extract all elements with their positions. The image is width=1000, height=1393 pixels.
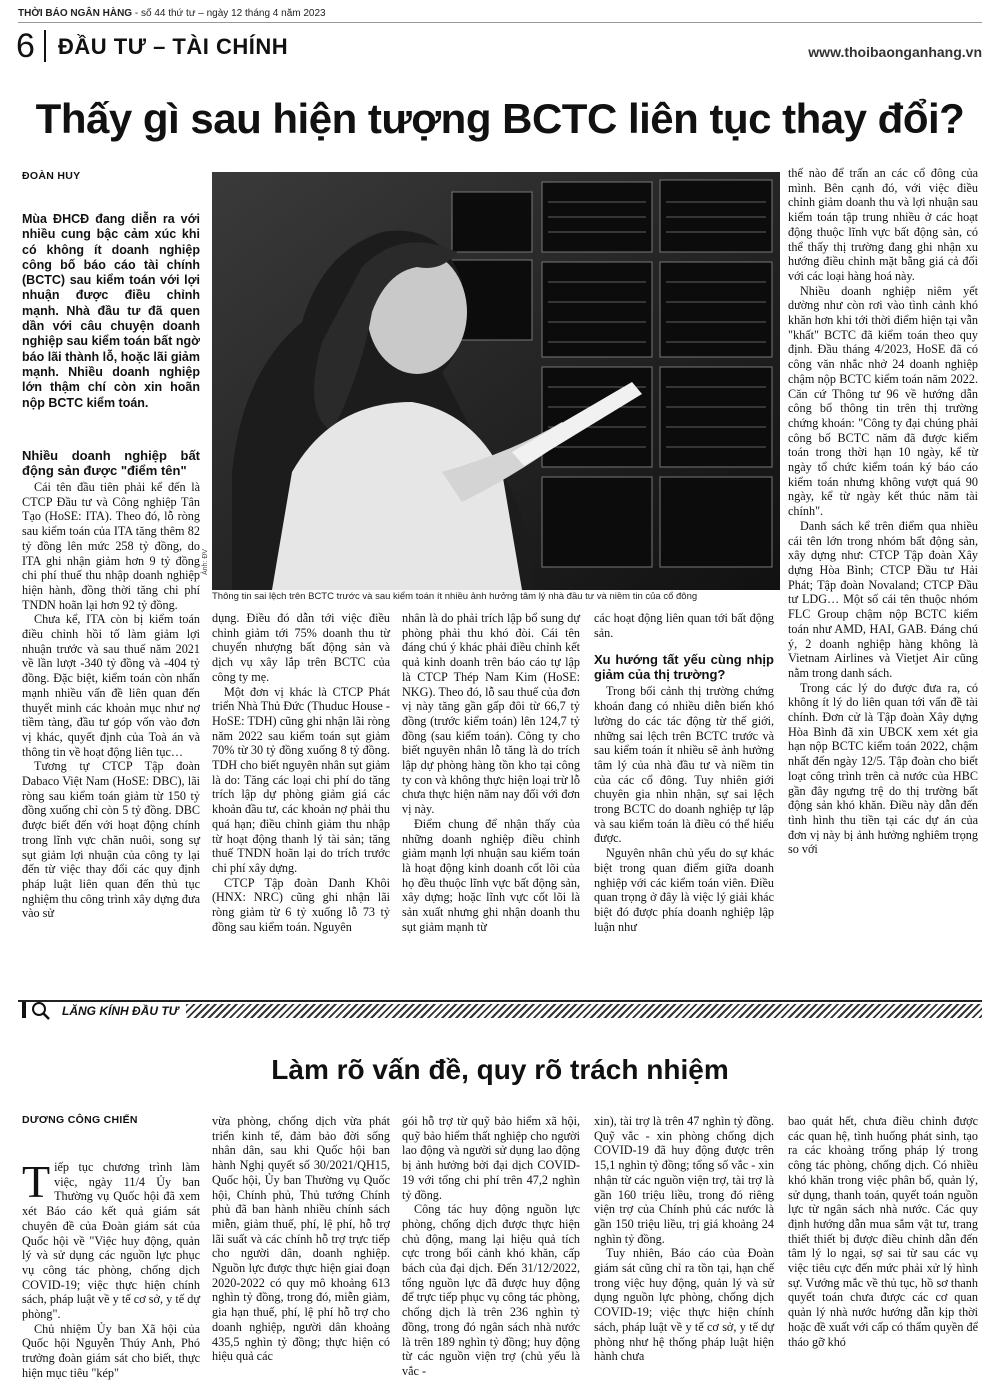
paragraph: Nhiều doanh nghiệp niêm yết dường như còn rơi vào tình cảnh khó khăn hơn khi tới thời điểm hiện tại vẫn "khất" BCTC đã kiểm toán theo quy định. Đầu tháng 4/2023, HoSE đã có công văn nhắc nhở 24 doanh nghiệp chậm nộp BCTC kiểm toán năm 2022. Căn cứ Thông tư 96 về hướng dẫn công bố thông tin trên thị trường chứng khoán: "Công ty đại chúng phải công bố BCTC năm đã được kiểm toán trong thời hạn 10 ngày, kể từ ngày tổ chức kiểm toán ký báo cáo kiểm toán nhưng không vượt quá 90 ngày, kể từ ngày kết thúc năm tài chính". [788, 283, 978, 519]
website-link[interactable]: www.thoibaonganhang.vn [808, 44, 982, 60]
paragraph: Chưa kể, ITA còn bị kiểm toán điều chỉnh hồi tố làm giảm lợi nhuận trước và sau thuế năm 2021 về lần lượt -340 tỷ đồng và -404 tỷ đồng. Đặc biệt, kiểm toán còn nhấn mạnh nhiều vấn đề liên quan đến thuyết minh các khoản mục như nợ tiềm tàng, đầu tư góp vốn vào đơn vị khác, quyết định của Toà án và thông tin về hoạt động liên tục… [22, 612, 200, 759]
paragraph: Tương tự CTCP Tập đoàn Dabaco Việt Nam (HoSE: DBC), lãi ròng sau kiểm toán giảm từ 150 tỷ đồng xuống chỉ còn 5 tỷ đồng. DBC được biết đến với hoạt động chính trong lĩnh vực chăn nuôi, song sự sụt giảm lợi nhuận của công ty lại đến từ việc thay đổi các quy định pháp luật liên quan đến thủ tục nghiệm thu công trình xây dựng đưa vào sử [22, 759, 200, 921]
photo-caption: Thông tin sai lệch trên BCTC trước và sau kiểm toán ít nhiều ảnh hưởng tâm lý nhà đầu tư và niềm tin của cổ đông [212, 591, 698, 602]
paragraph: Trong bối cảnh thị trường chứng khoán đang có nhiều diễn biến khó lường do các tác động từ thế giới, những sai lệch trên BCTC trước và sau kiểm toán ít nhiều sẽ ảnh hưởng tâm lý của nhà đầu tư và niềm tin của các cổ đông. Tuy nhiên giới chuyên gia nhìn nhận, sự sai lệch trong BCTC do doanh nghiệp tự lập và sau kiểm toán là điều có thể hiểu được. [594, 684, 774, 846]
photo-credit: Ảnh: ĐV [202, 548, 209, 575]
paragraph: vừa phòng, chống dịch vừa phát triển kinh tế, đảm bảo đời sống nhân dân, sau khi Quốc hội ban hành Nghị quyết số 30/2021/QH15, Quốc hội, Ủy ban Thường vụ Quốc hội, Chính phủ, Thủ tướng Chính phủ đã ban hành nhiều chính sách miễn, giảm thuế, phí, lệ phí, hỗ trợ lãi suất và các chính hỗ trợ trực tiếp cho người dân, doanh nghiệp. Nguồn lực được thực hiện giai đoạn 2020-2022 có quy mô khoảng 613 nghìn tỷ đồng, trong đó, miễn giảm, gia hạn thuế, phí, lệ phí hỗ trợ cho doanh nghiệp, người dân khoảng 435,5 nghìn tỷ đồng; thực hiện có hiệu quả các [212, 1114, 390, 1364]
paragraph: iếp tục chương trình làm việc, ngày 11/4 Ủy ban Thường vụ Quốc hội đã xem xét Báo cáo kết quả giám sát chuyên đề của Đoàn giám sát của Quốc hội về "Việc huy động, quản lý và sử dụng các nguồn lực phục vụ công tác phòng, chống dịch COVID-19; việc thực hiện chính sách, pháp luật về y tế cơ sở, y tế dự phòng". [22, 1160, 200, 1322]
paragraph: Công tác huy động nguồn lực phòng, chống dịch được thực hiện chủ động, mang lại hiệu quả tích cực trong bối cảnh khó khăn, cấp bách của đại dịch. Đến 31/12/2022, tổng nguồn lực đã được huy động để trực tiếp phục vụ công tác phòng, chống dịch là trên 236 nghìn tỷ đồng, trong đó ngân sách nhà nước là trên 189 nghìn tỷ đồng; huy động từ các nguồn viện trợ (chủ yếu là vắc - [402, 1202, 580, 1378]
article2-column-3 [402, 1114, 580, 1379]
paper-name: THỜI BÁO NGÂN HÀNG [18, 8, 133, 19]
issue-info: - số 44 thứ tư – ngày 12 tháng 4 năm 2023 [132, 8, 326, 19]
article-byline: ĐOÀN HUY [22, 170, 81, 182]
paragraph: Nguyên nhân chủ yếu do sự khác biệt trong quan điểm giữa doanh nghiệp với các kiểm toán viên. Điều quan trọng ở đây là việc lý giải khác biệt đó được phía doanh nghiệp lập luận như [594, 846, 774, 934]
column-kicker: LĂNG KÍNH ĐẦU TƯ [62, 1004, 179, 1018]
top-rule [18, 22, 982, 23]
paragraph: Danh sách kể trên điểm qua nhiều cái tên lớn trong nhóm bất động sản, xây dựng như: CTCP Tập đoàn Xây dựng Hòa Bình; CTCP Đầu tư Hải Phát; Tập đoàn Novaland; CTCP Đầu tư LDG… Một số cái tên thuộc nhóm FLC Group chậm nộp BCTC kiểm toán như AMD, HAI, GAB. Đáng chú ý, 2 doanh nghiệp hàng không là Vietnam Airlines và Vietjet Air cũng nằm trong danh sách. [788, 518, 978, 680]
paragraph: thế nào để trấn an các cổ đông của mình. Bên cạnh đó, với việc điều chỉnh giảm doanh thu và lợi nhuận sau kiểm toán tập trung nhiều ở các hoạt động thuộc lĩnh vực bất động sản, có thể thấy thị trường đang ghi nhận xu hướng điều chỉnh mặt bằng giá cả đối với các loại hàng hoá này. [788, 166, 978, 283]
article2-column-5 [788, 1114, 978, 1349]
section-title: ĐẦU TƯ – TÀI CHÍNH [58, 34, 289, 59]
paragraph: dụng. Điều đó dẫn tới việc điều chỉnh giảm tới 75% doanh thu từ chuyển nhượng bất động sản và dịch vụ xây lắp trên BCTC của công ty mẹ. [212, 611, 390, 684]
subheading: Xu hướng tất yếu cùng nhịp giảm của thị trường? [594, 652, 774, 683]
article-lead: Mùa ĐHCĐ đang diễn ra với nhiều cung bậc cảm xúc khi có không ít doanh nghiệp công bố báo cáo tài chính (BCTC) sau kiểm toán với lợi nhuận được điều chỉnh mạnh. Nhà đầu tư đã quen dần với câu chuyện doanh nghiệp sau kiểm toán bất ngờ báo lãi thành lỗ, hoặc lãi giảm mạnh. Nhiều doanh nghiệp lớn thậm chí còn xin hoãn nộp BCTC kiểm toán. [22, 212, 200, 410]
paragraph: Điểm chung để nhận thấy của những doanh nghiệp điều chỉnh giảm mạnh lợi nhuận sau kiểm toán là hoạt động kinh doanh cốt lõi của họ đều thuộc lĩnh vực bất động sản, xây dựng; hoặc lĩnh vực cốt lõi là sản xuất nhưng ghi nhận doanh thu sụt giảm mạnh từ [402, 816, 580, 934]
article2-byline: DƯƠNG CÔNG CHIẾN [22, 1114, 138, 1126]
page-number: 6 [16, 27, 35, 65]
trader-photo-illustration [212, 172, 780, 590]
paragraph: xin), tài trợ là trên 47 nghìn tỷ đồng. Quỹ vắc - xin phòng chống dịch COVID-19 đã huy động được trên 15,1 nghìn tỷ đồng; tổng số vắc - xin nhận từ các nguồn viện trợ, tài trợ là gần 160 triệu liều, trong đó riêng viện trợ của Chính phủ các nước là gần 150 triệu liều, trị giá khoảng 24 nghìn tỷ đồng. [594, 1114, 774, 1246]
paragraph: các hoạt động liên quan tới bất động sản. [594, 611, 774, 640]
paragraph: Một đơn vị khác là CTCP Phát triển Nhà Thủ Đức (Thuduc House - HoSE: TDH) cũng ghi nhận lãi ròng năm 2022 sau kiểm toán sụt giảm 70% từ 30 tỷ đồng xuống 8 tỷ đồng. TDH cho biết nguyên nhân sụt giảm là do: Tăng các loại chi phí do tăng trích lập dự phòng giảm giá các khoản đầu tư, các khoản nợ phải thu quá hạn; điều chỉnh giảm thu nhập từ hoạt động thanh lý tài sản; tăng thuế TNDN hoãn lại do trích trước chi phí xây dựng. [212, 684, 390, 875]
paragraph: Chủ nhiệm Ủy ban Xã hội của Quốc hội Nguyễn Thúy Anh, Phó trưởng đoàn giám sát cho biết, thực hiện mục tiêu "kép" [22, 1321, 200, 1380]
magnifier-icon [22, 1000, 52, 1020]
article2-column-2 [212, 1114, 390, 1364]
subheading: Nhiều doanh nghiệp bất động sản được "điểm tên" [22, 448, 200, 478]
paragraph: gói hỗ trợ từ quỹ bảo hiểm xã hội, quỹ bảo hiểm thất nghiệp cho người lao động và người sử dụng lao động bị ảnh hưởng bởi đại dịch COVID-19 với tổng chi phí trên 47,2 nghìn tỷ đồng. [402, 1114, 580, 1202]
hatch-band [186, 1004, 982, 1018]
article-column-1 [22, 448, 200, 921]
paragraph: nhân là do phải trích lập bổ sung dự phòng phải thu khó đòi. Cái tên đáng chú ý khác phải điều chỉnh kết quả kinh doanh trên báo cáo tự lập là CTCP Thép Nam Kim (HoSE: NKG). Theo đó, lỗ sau thuế của đơn vị này tăng gần gấp đôi từ 66,7 tỷ đồng (trước kiểm toán) lên 124,7 tỷ đồng (sau kiểm toán). Công ty cho biết nguyên nhân lỗ tăng là do trích lập dự phòng hàng tồn kho tại công ty con và không thực hiện loại trừ lỗ chưa thực hiện năm nay đối với đơn vị này. [402, 611, 580, 817]
article-column-2 [212, 611, 390, 934]
article2-column-4 [594, 1114, 774, 1364]
drop-cap: T [22, 1156, 51, 1207]
article-column-3 [402, 611, 580, 934]
section-divider [44, 30, 46, 62]
paragraph: CTCP Tập đoàn Danh Khôi (HNX: NRC) cũng ghi nhận lãi ròng giảm từ 6 tỷ xuống lỗ 73 tỷ đồng sau kiểm toán. Nguyên [212, 875, 390, 934]
masthead [18, 8, 982, 19]
article2-column-1 [22, 1156, 200, 1381]
article-photo [212, 172, 780, 590]
article-headline: Thấy gì sau hiện tượng BCTC liên tục thay đổi? [35, 95, 965, 142]
paragraph: Trong các lý do được đưa ra, có không ít lý do liên quan tới vấn đề tài chính. Đơn cử là Tập đoàn Xây dựng Hòa Bình đã xin UBCK xem xét gia hạn nộp BCTC kiểm toán 2022, chậm nhất đến ngày 12/5. Tập đoàn cho biết loạt công trình trên cả nước của HBC gần đây ngưng trệ do thị trường bất động sản khó khăn. Điều này dẫn đến tình hình thu tiền tại các dự án của đơn vị này bị ảnh hưởng nghiêm trọng so với [788, 680, 978, 857]
paragraph: bao quát hết, chưa điều chỉnh được các quan hệ, tình huống phát sinh, tạo ra các khoảng trống pháp lý trong công tác phòng, chống dịch. Có nhiều khó khăn trong việc phân bổ, quản lý, sử dụng, thanh toán, quyết toán nguồn lực từ ngân sách nhà nước. Các quy định hướng dẫn mua sắm vật tư, trang thiết thiết bị được điều chỉnh dẫn đến tâm lý lo ngại, sợ sai từ sau các vụ việc tiêu cực đến mức phải xử lý hình sự. Vướng mắc về thủ tục, hồ sơ thanh quyết toán chưa được các cơ quan quản lý nhà nước hướng dẫn kịp thời hoặc đề xuất với cấp có thẩm quyền để tháo gỡ khó [788, 1114, 978, 1349]
article2-headline: Làm rõ vấn đề, quy rõ trách nhiệm [271, 1054, 729, 1085]
paragraph: Tuy nhiên, Báo cáo của Đoàn giám sát cũng chỉ ra tồn tại, hạn chế trong việc huy động, quản lý và sử dụng nguồn lực phòng, chống dịch COVID-19; việc thực hiện chính sách, pháp luật về y tế cơ sở, y tế dự phòng như hệ thống pháp luật hiện hành chưa [594, 1246, 774, 1364]
article-column-5 [788, 166, 978, 857]
paragraph: Cái tên đầu tiên phải kể đến là CTCP Đầu tư và Công nghiệp Tân Tạo (HoSE: ITA). Theo đó, lỗ ròng sau kiểm toán của ITA tăng thêm 82 tỷ đồng lên mức 258 tỷ đồng, do ITA ghi nhận giảm hơn 9 tỷ đồng chi phí thuế thu nhập doanh nghiệp hiện hành, đồng thời tăng chi phí TNDN hoãn lại hơn 92 tỷ đồng. [22, 480, 200, 612]
article-column-4 [594, 611, 774, 934]
